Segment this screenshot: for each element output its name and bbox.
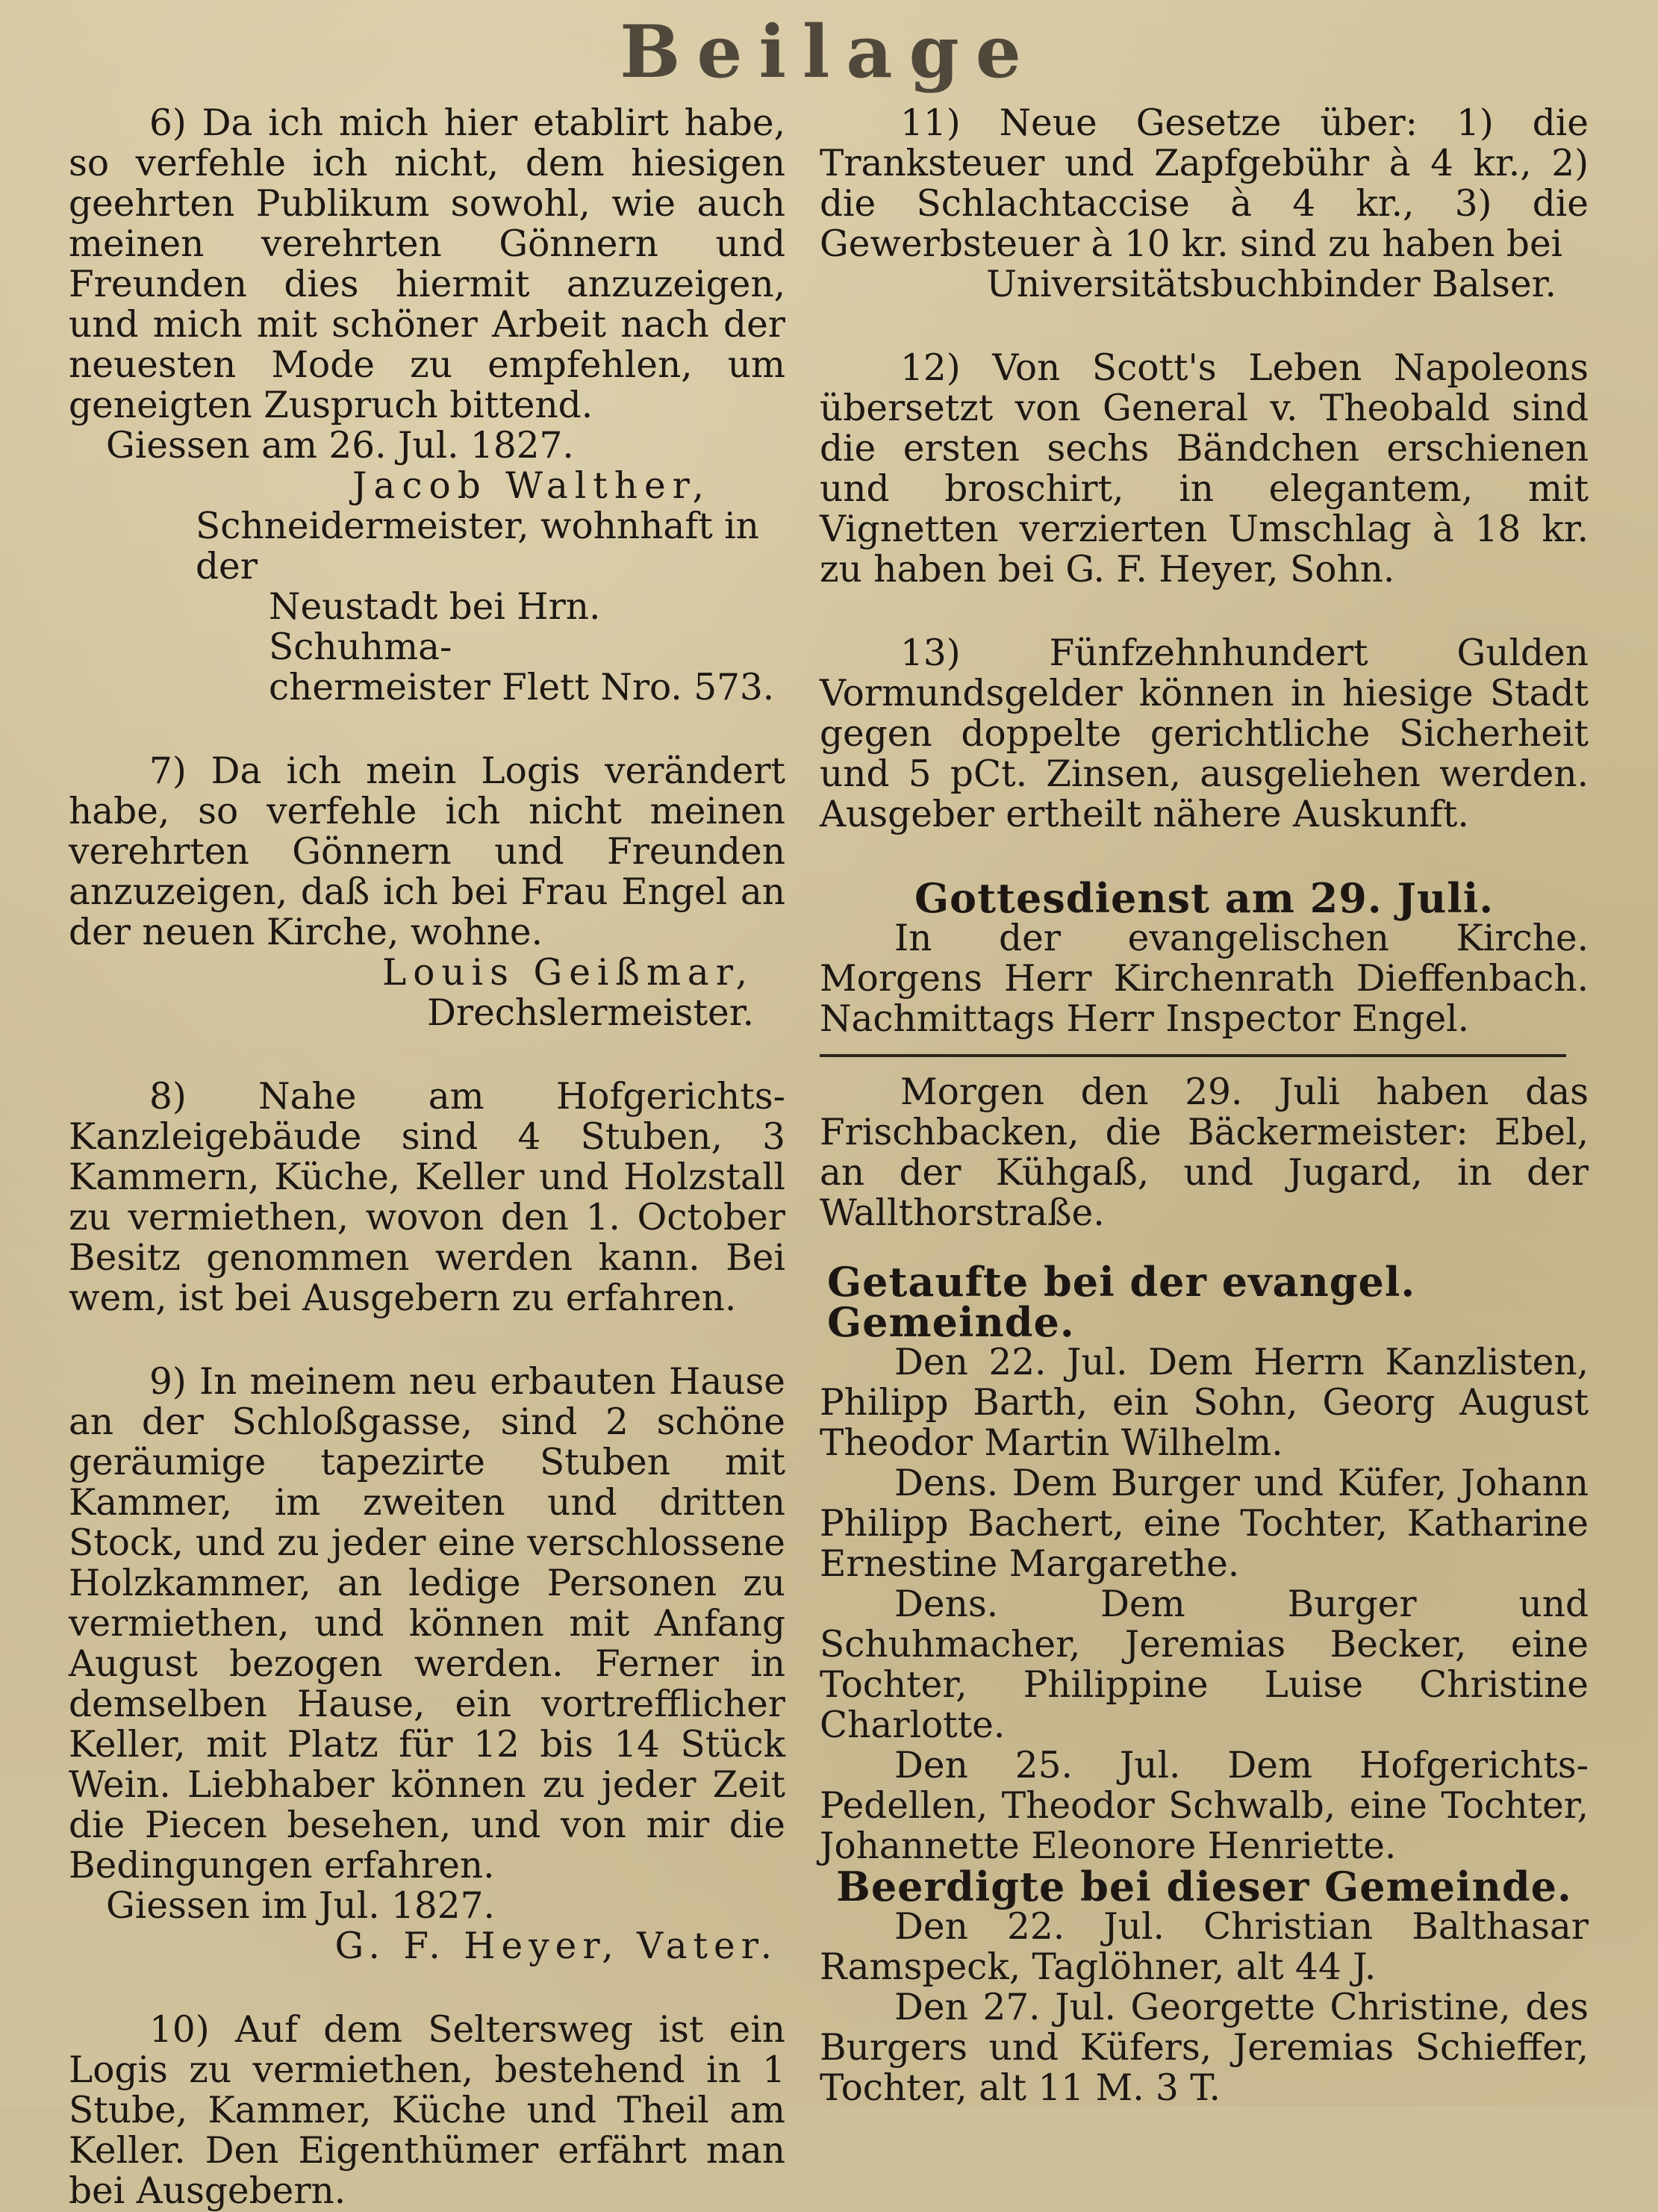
church-service-text: In der evangelischen Kirche. Morgens Herr Kirchenrath Dieffenbach. Nachmittags Herr Inspector Engel.: [820, 917, 1589, 1040]
advert-9-signature: G. F. Heyer, Vater.: [334, 1925, 778, 1967]
burial-entry: Den 22. Jul. Christian Balthasar Ramspeck, Taglöhner, alt 44 J.: [820, 1906, 1589, 1988]
advert-6-date: Giessen am 26. Jul. 1827.: [106, 425, 574, 467]
baptism-entry: Dens. Dem Burger und Küfer, Johann Philipp Bachert, eine Tochter, Katharine Ernestine Margarethe.: [820, 1462, 1589, 1585]
advert-7-signature-name: Louis Geißmar,: [382, 952, 754, 994]
advert-10-text: 10) Auf dem Seltersweg ist ein Logis zu vermiethen, bestehend in 1 Stube, Kammer, Küche und Theil am Keller. Den Eigenthümer erfährt man bei Ausgebern.: [69, 2009, 785, 2212]
baptism-entry: Den 22. Jul. Dem Herrn Kanzlisten, Philipp Barth, ein Sohn, Georg August Theodor Martin Wilhelm.: [820, 1342, 1589, 1464]
advert-6-text: 6) Da ich mich hier etablirt habe, so verfehle ich nicht, dem hiesigen geehrten Publikum sowohl, wie auch meinen verehrten Gönnern und Freunden dies hiermit anzuzeigen, und mich mit schöner Arbeit nach der neuesten Mode zu empfehlen, um geneigten Zuspruch bittend.: [69, 102, 785, 426]
advert-6-signature-line: Neustadt bei Hrn. Schuhma-: [269, 586, 601, 668]
advert-6-signature-line: chermeister Flett Nro. 573.: [269, 667, 775, 708]
burials: [820, 1863, 1589, 2109]
advert-9-text: 9) In meinem neu erbauten Hause an der Schloßgasse, sind 2 schöne geräumige tapezirte Stuben mit Kammer, im zweiten und dritten Stock, und zu jeder eine verschlossene Holzkammer, an ledige Personen zu vermiethen, und können mit Anfang August bezogen werden. Ferner in demselben Hause, ein vortrefflicher Keller, mit Platz für 12 bis 14 Stück Wein. Liebhaber können zu jeder Zeit die Piecen besehen, und von mir die Bedingungen erfahren.: [69, 1361, 785, 1887]
advert-9: [69, 1362, 785, 1966]
church-service: [820, 874, 1589, 1040]
spacer: [69, 1966, 785, 2010]
advert-7-text: 7) Da ich mein Logis verändert habe, so verfehle ich nicht meinen verehrten Gönnern und Freunden anzuzeigen, daß ich bei Frau Engel an der neuen Kirche, wohne.: [69, 750, 785, 953]
advert-6: [69, 103, 785, 708]
page-header-title: Beilage: [620, 10, 1038, 94]
advert-7: [69, 751, 785, 1033]
advert-11-signature: Universitätsbuchbinder Balser.: [986, 264, 1556, 305]
baptism-entry: Den 25. Jul. Dem Hofgerichts-Pedellen, Theodor Schwalb, eine Tochter, Johannette Eleonore Henriette.: [820, 1745, 1589, 1867]
right-column: [820, 103, 1589, 2108]
spacer: [820, 305, 1589, 348]
spacer: [820, 590, 1589, 633]
bakers-notice: [820, 1072, 1589, 1233]
church-service-title: Gottesdienst am 29. Juli.: [914, 874, 1495, 922]
spacer: [820, 835, 1589, 878]
burial-entry: Den 27. Jul. Georgette Christine, des Burgers und Küfers, Jeremias Schieffer, Tochter, alt 11 M. 3 T.: [820, 1987, 1589, 2109]
advert-12: [820, 348, 1589, 590]
baptisms-title: Getaufte bei der evangel. Gemeinde.: [827, 1258, 1416, 1346]
advert-10: [69, 2010, 785, 2211]
baptism-entry: Dens. Dem Burger und Schuhmacher, Jeremias Becker, eine Tochter, Philippine Luise Christine Charlotte.: [820, 1583, 1589, 1746]
advert-6-signature-name: Jacob Walther,: [352, 465, 711, 507]
section-divider: [820, 1054, 1566, 1057]
spacer: [69, 1033, 785, 1077]
advert-13: [820, 633, 1589, 835]
advert-8-text: 8) Nahe am Hofgerichts-Kanzleigebäude sind 4 Stuben, 3 Kammern, Küche, Keller und Holzstall zu vermiethen, wovon den 1. October Besitz genommen werden kann. Bei wem, ist bei Ausgebern zu erfahren.: [69, 1076, 785, 1319]
advert-12-text: 12) Von Scott's Leben Napoleons übersetzt von General v. Theobald sind die ersten sechs Bändchen erschienen und broschirt, in elegantem, mit Vignetten verzierten Umschlag à 18 kr. zu haben bei G. F. Heyer, Sohn.: [820, 347, 1589, 591]
left-column: [69, 103, 785, 2211]
advert-11: [820, 103, 1589, 305]
advert-11-text: 11) Neue Gesetze über: 1) die Tranksteuer und Zapfgebühr à 4 kr., 2) die Schlachtaccise à 4 kr., 3) die Gewerbsteuer à 10 kr. sind zu haben bei: [820, 102, 1589, 265]
spacer: [69, 1318, 785, 1362]
burials-title: Beerdigte bei dieser Gemeinde.: [836, 1863, 1572, 1910]
advert-6-signature-line: Schneidermeister, wohnhaft in der: [196, 505, 759, 588]
advert-13-text: 13) Fünfzehnhundert Gulden Vormundsgelder können in hiesige Stadt gegen doppelte gerichtliche Sicherheit und 5 pCt. Zinsen, ausgeliehen werden. Ausgeber ertheilt nähere Auskunft.: [820, 632, 1589, 835]
baptisms: [820, 1258, 1589, 1867]
advert-9-date: Giessen im Jul. 1827.: [106, 1885, 495, 1927]
bakers-notice-text: Morgen den 29. Juli haben das Frischbacken, die Bäckermeister: Ebel, an der Kühgaß, und Jugard, in der Wallthorstraße.: [820, 1071, 1589, 1234]
spacer: [69, 708, 785, 751]
advert-8: [69, 1077, 785, 1318]
advert-7-signature-line: Drechslermeister.: [427, 992, 755, 1034]
